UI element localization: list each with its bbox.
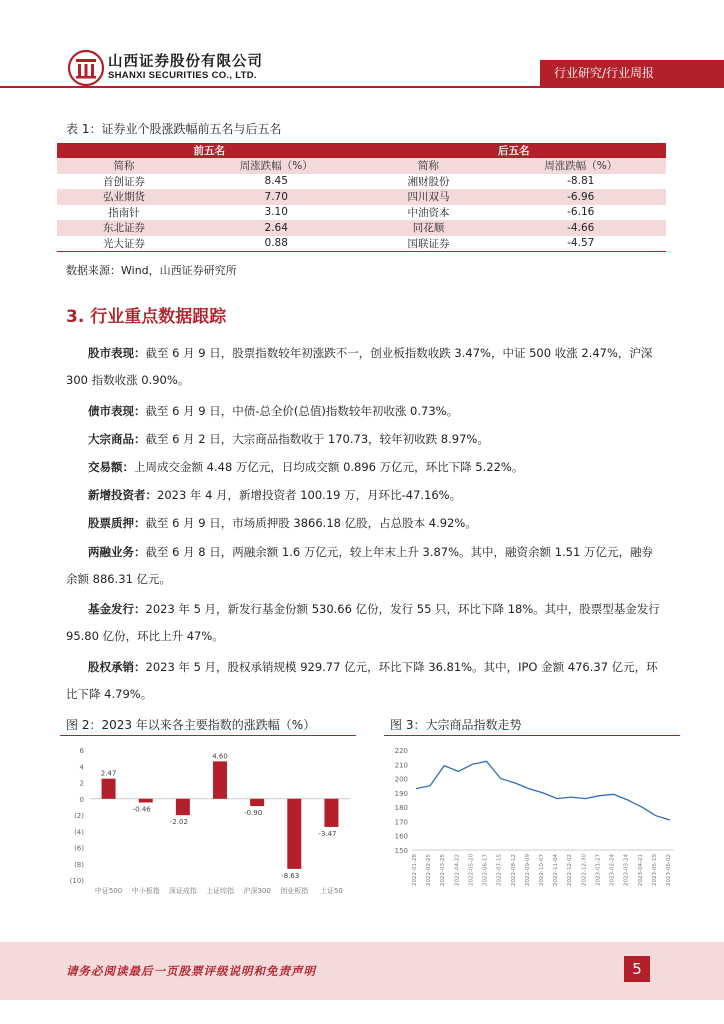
bar <box>139 799 153 803</box>
y-tick-label: (6) <box>74 844 84 853</box>
table-row <box>57 220 666 236</box>
stock-change-table <box>57 143 666 252</box>
report-category: 行业研究/行业周报 <box>554 66 655 80</box>
paragraph-label: 大宗商品： <box>88 432 146 446</box>
x-tick-label: 2023-03-24 <box>623 854 630 886</box>
paragraph-label: 股权承销： <box>88 660 146 674</box>
paragraph-label: 新增投资者： <box>88 488 157 502</box>
y-tick-label: 150 <box>394 847 408 855</box>
table-row <box>57 236 666 252</box>
commodity-index-series-line <box>416 761 670 820</box>
x-tick-label: 2023-02-24 <box>609 854 616 886</box>
col-header-change: 周涨跌幅（%） <box>495 158 666 174</box>
group-bottom-header: 后五名 <box>361 143 666 158</box>
x-tick-label: 2023-04-21 <box>637 854 644 886</box>
y-tick-label: 4 <box>79 763 84 772</box>
x-tick-label: 2022-07-15 <box>496 854 503 886</box>
bottom-stock-change: -8.81 <box>495 174 666 190</box>
x-tick-label: 2022-04-22 <box>454 854 461 886</box>
col-header-change: 周涨跌幅（%） <box>191 158 362 174</box>
y-tick-label: 160 <box>394 832 408 841</box>
paragraph-stock-market <box>66 340 660 394</box>
bottom-stock-change: -6.96 <box>495 189 666 205</box>
bar <box>102 779 116 799</box>
data-label: 4.60 <box>212 752 228 761</box>
company-name-en: SHANXI SECURITIES CO., LTD. <box>108 70 257 81</box>
top-stock-change: 2.64 <box>191 220 362 236</box>
x-tick-label: 2022-01-28 <box>412 854 418 886</box>
data-label: -0.90 <box>244 809 263 818</box>
paragraph-stock-pledge <box>66 510 660 537</box>
top-stock-name: 东北证券 <box>57 220 191 236</box>
paragraph-text: 截至 6 月 9 日，股票指数较年初涨跌不一，创业板指数收跌 3.47%，中证 500 收涨 2.47%，沪深 300 指数收涨 0.90%。 <box>66 346 653 387</box>
x-tick-label: 2022-06-17 <box>482 854 489 886</box>
paragraph-label: 股市表现： <box>88 346 146 360</box>
figure3-divider <box>384 735 680 736</box>
page-header <box>0 0 724 100</box>
x-tick-label: 2022-03-25 <box>440 854 447 886</box>
table-row <box>57 174 666 190</box>
bottom-stock-name: 同花顺 <box>361 220 495 236</box>
x-tick-label: 2022-10-07 <box>539 854 545 886</box>
x-tick-label: 中小板指 <box>131 887 160 895</box>
bar <box>287 799 301 869</box>
paragraph-label: 基金发行： <box>88 602 146 616</box>
x-tick-label: 创业板指 <box>280 887 309 895</box>
y-tick-label: 0 <box>79 795 84 804</box>
paragraph-margin-trading <box>66 539 660 593</box>
x-tick-label: 2022-12-30 <box>581 854 588 886</box>
y-tick-label: (10) <box>69 877 84 885</box>
bottom-stock-change: -4.66 <box>495 220 666 236</box>
x-tick-label: 2023-05-19 <box>651 854 658 886</box>
paragraph-turnover <box>66 454 660 481</box>
y-tick-label: 220 <box>394 747 408 755</box>
company-logo-icon <box>68 50 104 86</box>
data-label: -8.63 <box>281 871 300 880</box>
section-title: 3. 行业重点数据跟踪 <box>66 307 227 327</box>
top-stock-change: 7.70 <box>191 189 362 205</box>
x-tick-label: 2022-11-04 <box>553 854 560 886</box>
company-name-cn: 山西证券股份有限公司 <box>108 54 263 70</box>
x-tick-label: 2022-12-02 <box>567 854 574 886</box>
paragraph-equity-underwriting <box>66 654 660 708</box>
paragraph-text: 2023 年 5 月，新发行基金份额 530.66 亿份，发行 55 只，环比下降 18%。其中，股票型基金发行 95.80 亿份，环比上升 47%。 <box>66 602 660 643</box>
y-tick-label: 6 <box>79 747 84 755</box>
x-tick-label: 2022-05-20 <box>468 854 475 886</box>
paragraph-commodities <box>66 426 660 453</box>
y-tick-label: 190 <box>394 789 408 798</box>
top-stock-name: 光大证券 <box>57 236 191 252</box>
bar <box>250 799 264 806</box>
x-tick-label: 2023-06-02 <box>666 854 672 886</box>
paragraph-text: 2023 年 5 月，股权承销规模 929.77 亿元，环比下降 36.81%。其中，IPO 金额 476.37 亿元，环比下降 4.79%。 <box>66 660 658 701</box>
data-label: -3.47 <box>318 829 337 838</box>
bar <box>176 799 190 815</box>
paragraph-new-investors <box>66 482 660 509</box>
paragraph-bond-market <box>66 398 660 425</box>
bottom-stock-name: 国联证券 <box>361 236 495 252</box>
x-tick-label: 2022-09-09 <box>524 854 531 886</box>
x-tick-label: 沪深300 <box>243 887 271 895</box>
bar <box>213 761 227 798</box>
paragraph-label: 交易额： <box>88 460 134 474</box>
x-tick-label: 2023-01-27 <box>595 854 602 886</box>
bottom-stock-name: 四川双马 <box>361 189 495 205</box>
paragraph-text: 上周成交金额 4.48 万亿元，日均成交额 0.896 万亿元，环比下降 5.22%。 <box>134 460 524 474</box>
data-label: -2.02 <box>169 818 188 827</box>
paragraph-label: 股票质押： <box>88 516 146 530</box>
x-tick-label: 2022-02-25 <box>426 854 433 886</box>
paragraph-label: 两融业务： <box>88 545 146 559</box>
bottom-stock-change: -6.16 <box>495 205 666 221</box>
table-row <box>57 189 666 205</box>
paragraph-text: 截至 6 月 9 日，市场质押股 3866.18 亿股，占总股本 4.92%。 <box>145 516 477 530</box>
x-tick-label: 深证成指 <box>168 887 197 895</box>
group-top-header: 前五名 <box>57 143 361 158</box>
footer-disclaimer: 请务必阅读最后一页股票评级说明和免责声明 <box>66 964 316 978</box>
figure2-caption: 图 2：2023 年以来各主要指数的涨跌幅（%） <box>66 718 316 732</box>
paragraph-label: 债市表现： <box>88 404 146 418</box>
y-tick-label: (4) <box>74 828 84 837</box>
top-stock-change: 0.88 <box>191 236 362 252</box>
paragraph-fund-issuance <box>66 596 660 650</box>
y-tick-label: 200 <box>394 775 408 784</box>
bottom-stock-name: 湘财股份 <box>361 174 495 190</box>
y-tick-label: (2) <box>74 812 84 820</box>
paragraph-text: 截至 6 月 8 日，两融余额 1.6 万亿元，较上年末上升 3.87%。其中，融资余额 1.51 万亿元，融券余额 886.31 亿元。 <box>66 545 653 586</box>
bottom-stock-change: -4.57 <box>495 236 666 252</box>
paragraph-text: 截至 6 月 9 日，中债-总全价(总值)指数较年初收涨 0.73%。 <box>145 404 459 418</box>
table-row <box>57 205 666 221</box>
x-tick-label: 上证综指 <box>206 887 234 895</box>
commodity-index-line-chart <box>384 740 680 900</box>
paragraph-text: 截至 6 月 2 日，大宗商品指数收于 170.73，较年初收跌 8.97%。 <box>145 432 489 446</box>
top-stock-change: 3.10 <box>191 205 362 221</box>
header-divider <box>0 86 724 88</box>
bar <box>324 799 338 827</box>
top-stock-name: 指南针 <box>57 205 191 221</box>
y-tick-label: 180 <box>394 804 408 813</box>
y-tick-label: 210 <box>394 761 408 770</box>
table-source: 数据来源：Wind，山西证券研究所 <box>66 264 237 277</box>
col-header-name: 简称 <box>361 158 495 174</box>
figure2-divider <box>60 735 356 736</box>
data-label: 2.47 <box>100 769 117 778</box>
index-change-bar-chart <box>60 740 360 900</box>
y-tick-label: (8) <box>74 860 84 869</box>
page-number: 5 <box>624 956 650 982</box>
top-stock-name: 首创证券 <box>57 174 191 190</box>
data-label: -0.46 <box>132 805 151 814</box>
top-stock-change: 8.45 <box>191 174 362 190</box>
figure3-caption: 图 3：大宗商品指数走势 <box>390 718 522 732</box>
y-tick-label: 170 <box>394 818 408 827</box>
x-tick-label: 2022-08-12 <box>510 854 517 886</box>
table-title: 表 1：证券业个股涨跌幅前五名与后五名 <box>66 122 282 136</box>
y-tick-label: 2 <box>79 779 84 788</box>
x-tick-label: 中证500 <box>94 887 123 895</box>
bottom-stock-name: 中油资本 <box>361 205 495 221</box>
col-header-name: 简称 <box>57 158 191 174</box>
paragraph-text: 2023 年 4 月，新增投资者 100.19 万，月环比-47.16%。 <box>157 488 462 502</box>
x-tick-label: 上证50 <box>319 887 343 895</box>
top-stock-name: 弘业期货 <box>57 189 191 205</box>
